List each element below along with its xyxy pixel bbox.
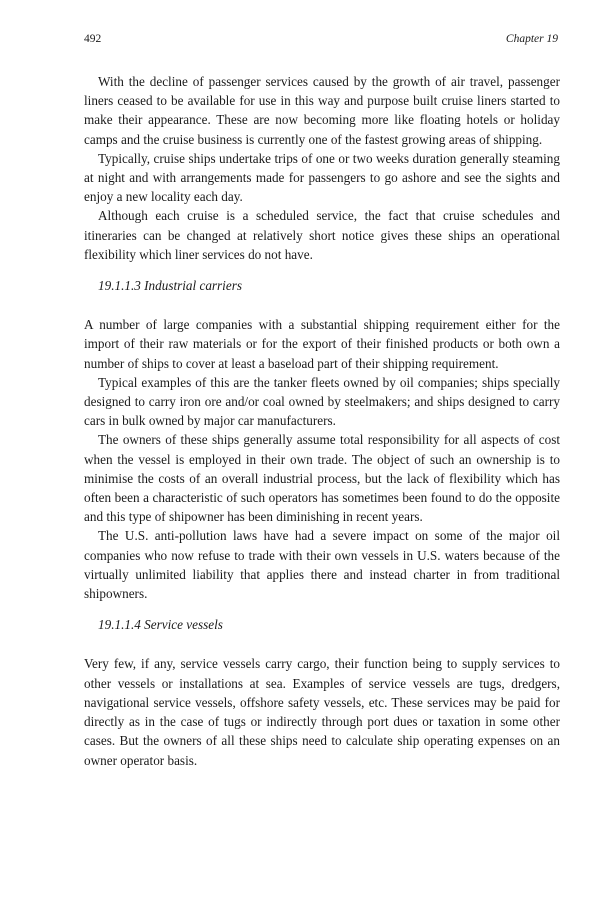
paragraph: Typically, cruise ships undertake trips of one or two weeks duration generally steaming at night and with arrangements made for passengers to go ashore and see the sights and enjoy a new locality each day. bbox=[84, 150, 560, 205]
page-number: 492 bbox=[84, 33, 102, 45]
section-heading-service-vessels: 19.1.1.4 Service vessels bbox=[98, 617, 223, 633]
paragraph: A number of large companies with a substantial shipping requirement either for the import of their raw materials or for the export of their finished products or both own a number of ships to cover at least a baseload part of their shipping requirement. bbox=[84, 317, 560, 371]
body-text bbox=[84, 72, 560, 770]
chapter-label: Chapter 19 bbox=[505, 33, 558, 45]
paragraph: The U.S. anti-pollution laws have had a severe impact on some of the major oil companies who now refuse to trade with their own vessels in U.S. waters because of the virtually unlimited liability that applies there and instead charter in from traditional shipowners. bbox=[84, 528, 560, 602]
section-heading-industrial-carriers: 19.1.1.3 Industrial carriers bbox=[98, 278, 242, 294]
paragraph: The owners of these ships generally assume total responsibility for all aspects of cost when the vessel is employed in their own trade. The object of such an ownership is to minimise the costs of an overall industrial process, but the lack of flexibility which has often been a characteristic of such operators has sometimes been found to do the opposite and this type of shipowner has been diminishing in recent years. bbox=[84, 432, 560, 525]
paragraph: With the decline of passenger services caused by the growth of air travel, passenger liners ceased to be available for use in this way and purpose built cruise liners started to make their appearance. These are now becoming more like floating hotels or holiday camps and the cruise business is currently one of the fastest growing areas of shipping. bbox=[84, 74, 560, 147]
running-head bbox=[84, 33, 558, 49]
paragraph: Very few, if any, service vessels carry cargo, their function being to supply services to other vessels or installations at sea. Examples of service vessels are tugs, dredgers, navigational service vessels, offshore safety vessels, etc. These services may be paid for directly as in the case of tugs or indirectly through port dues or taxation in some other cases. But the owners of all these ships need to calculate ship operating expenses on an owner operator basis. bbox=[84, 656, 560, 768]
paragraph: Typical examples of this are the tanker fleets owned by oil companies; ships specially designed to carry iron ore and/or coal owned by steelmakers; and ships designed to carry cars in bulk owned by major car manufacturers. bbox=[84, 374, 560, 429]
paragraph: Although each cruise is a scheduled service, the fact that cruise schedules and itineraries can be changed at relatively short notice gives these ships an operational flexibility which liner services do not have. bbox=[84, 208, 560, 262]
